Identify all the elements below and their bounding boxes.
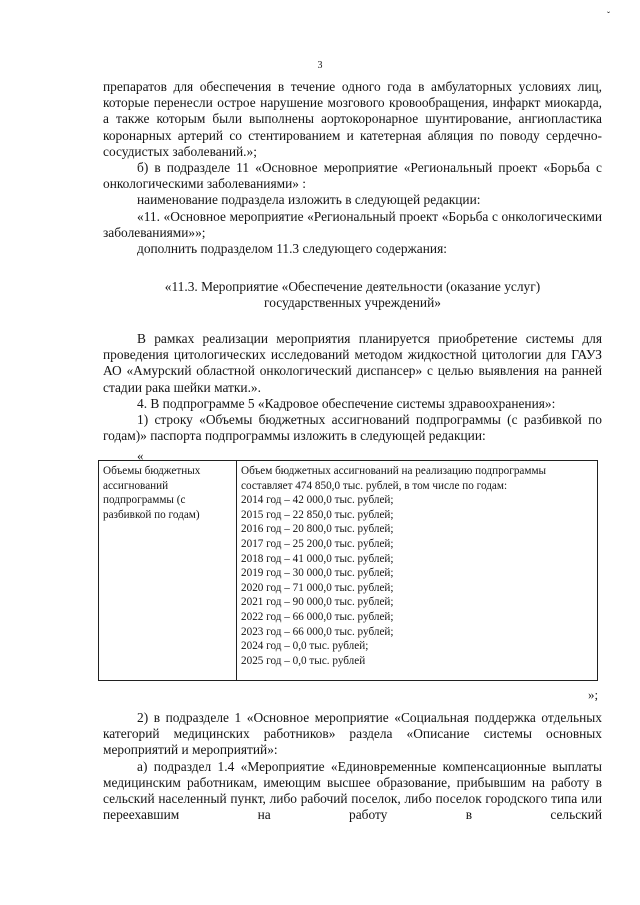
- budget-value-cell: [237, 461, 598, 681]
- page-number: 3: [317, 60, 323, 71]
- budget-table: [98, 460, 598, 681]
- section-heading: [103, 279, 602, 311]
- budget-year-line: 2023 год – 66 000,0 тыс. рублей;: [241, 625, 394, 638]
- paragraph-subprogram-5: 4. В подпрограмме 5 «Кадровое обеспечение системы здравоохранения»:: [137, 395, 556, 411]
- budget-year-line: 2024 год – 0,0 тыс. рублей;: [241, 640, 369, 653]
- paragraph-subsection-b: б) в подразделе 11 «Основное мероприятие «Региональный проект «Борьба с онкологическими заболеваниями» :: [103, 160, 602, 192]
- budget-year-line: 2021 год – 90 000,0 тыс. рублей;: [241, 596, 394, 609]
- close-quote: »;: [588, 687, 599, 702]
- paragraph-measure-description: В рамках реализации мероприятия планируется приобретение системы для проведения цитологических исследований методом жидкостной цитологии для ГАУЗ АО «Амурский областной онкологический диспансер» с целью выявления на ранней стадии рака шейки матки.».: [103, 331, 602, 395]
- text-block-1: [103, 79, 602, 257]
- paragraph-add-subsection: дополнить подразделом 11.3 следующего содержания:: [137, 241, 447, 257]
- budget-year-line: 2020 год – 71 000,0 тыс. рублей;: [241, 581, 394, 594]
- text-block-2: [103, 331, 602, 444]
- budget-intro: Объем бюджетных ассигнований на реализацию подпрограммы составляет 474 850,0 тыс. рублей, в том числе по годам:: [241, 465, 547, 492]
- paragraph-continuation: препаратов для обеспечения в течение одного года в амбулаторных условиях лиц, которые перенесли острое нарушение мозгового кровообращения, инфаркт миокарда, а также которым были выполнены аортокоронарное шунтирование, ангиопластика коронарных артерий со стентированием и катетерная абляция по поводу сердечно-сосудистых заболеваний.»;: [103, 79, 602, 159]
- paragraph-title-instruction: наименование подраздела изложить в следующей редакции:: [137, 192, 481, 208]
- text-block-3: [103, 710, 602, 823]
- budget-year-line: 2014 год – 42 000,0 тыс. рублей;: [241, 494, 394, 507]
- budget-year-line: 2019 год – 30 000,0 тыс. рублей;: [241, 567, 394, 580]
- budget-year-line: 2018 год – 41 000,0 тыс. рублей;: [241, 552, 394, 565]
- section-heading-line-2: государственных учреждений»: [264, 295, 441, 311]
- budget-label-cell: Объемы бюджетных ассигнований подпрограммы (с разбивкой по годам): [99, 461, 237, 681]
- paragraph-budget-row-instruction: 1) строку «Объемы бюджетных ассигнований подпрограммы (с разбивкой по годам)» паспорта подпрограммы изложить в следующей редакции:: [103, 412, 602, 444]
- open-quote: «: [137, 448, 144, 463]
- section-heading-line-1: «11.3. Мероприятие «Обеспечение деятельности (оказание услуг): [164, 279, 541, 294]
- budget-year-line: 2022 год – 66 000,0 тыс. рублей;: [241, 610, 394, 623]
- paragraph-subsection-1-4: а) подраздел 1.4 «Мероприятие «Единовременные компенсационные выплаты медицинским работникам, имеющим высшее образование, прибывшим на работу в сельский населенный пункт, либо рабочий поселок, либо поселок городского типа или переехавшим на работу в сельский: [103, 758, 602, 823]
- budget-year-line: 2016 год – 20 800,0 тыс. рублей;: [241, 523, 394, 536]
- table-row: [99, 461, 598, 681]
- budget-year-line: 2025 год – 0,0 тыс. рублей: [241, 654, 366, 667]
- paragraph-subsection-1: 2) в подразделе 1 «Основное мероприятие «Социальная поддержка отдельных категорий медицинских работников» раздела «Описание системы основных мероприятий и мероприятий»:: [103, 710, 602, 758]
- budget-year-line: 2015 год – 22 850,0 тыс. рублей;: [241, 508, 394, 521]
- budget-year-line: 2017 год – 25 200,0 тыс. рублей;: [241, 537, 394, 550]
- corner-mark: ˇ: [607, 10, 610, 20]
- paragraph-new-title: «11. «Основное мероприятие «Региональный проект «Борьба с онкологическими заболеваниями»»;: [103, 208, 602, 240]
